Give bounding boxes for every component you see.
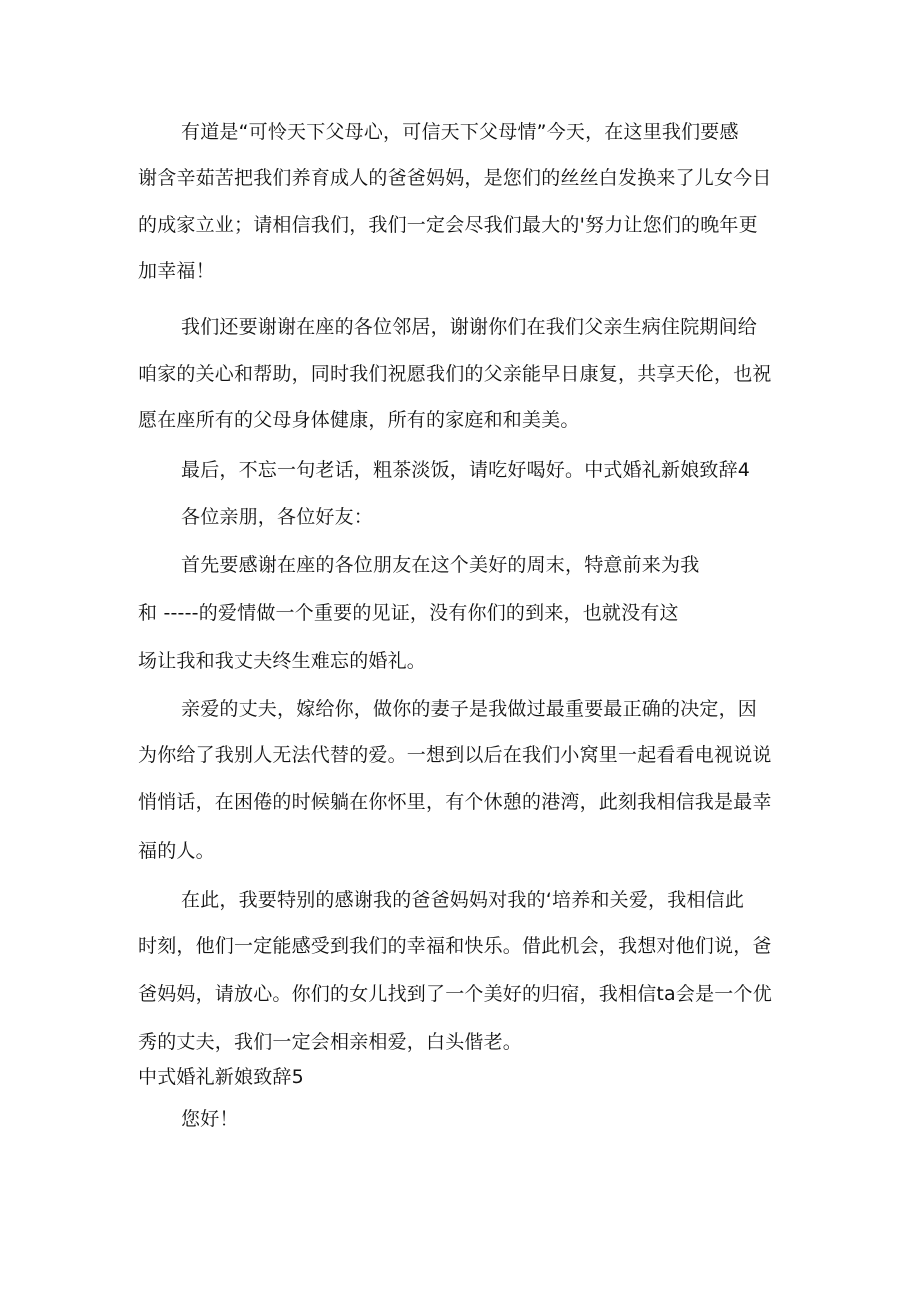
paragraph-1-line-1: 有道是“可怜天下父母心，可信天下父母情”今天，在这里我们要感 (181, 121, 739, 143)
paragraph-2-line-2: 咱家的关心和帮助，同时我们祝愿我们的父亲能早日康复，共享天伦，也祝 (138, 363, 772, 385)
paragraph-3-line-1: 最后，不忘一句老话，粗茶淡饭，请吃好喝好。中式婚礼新娘致辞4 (181, 459, 751, 481)
paragraph-1-line-3: 的成家立业；请相信我们，我们一定会尽我们最大的'努力让您们的晚年更 (138, 214, 758, 236)
paragraph-5-line-4: 福的人。 (138, 840, 215, 862)
paragraph-4-line-1: 首先要感谢在座的各位朋友在这个美好的周末，特意前来为我 (181, 554, 700, 576)
paragraph-4-line-2: 和 -----的爱情做一个重要的见证，没有你们的到来，也就没有这 (138, 602, 679, 624)
section-title: 中式婚礼新娘致辞5 (138, 1066, 304, 1088)
closing-greeting: 您好！ (181, 1108, 239, 1130)
paragraph-5-line-1: 亲爱的丈夫，嫁给你，做你的妻子是我做过最重要最正确的决定，因 (181, 698, 758, 720)
paragraph-6-line-4: 秀的丈夫，我们一定会相亲相爱，白头偕老。 (138, 1031, 523, 1053)
paragraph-2-line-3: 愿在座所有的父母身体健康，所有的家庭和和美美。 (138, 409, 580, 431)
paragraph-2-line-1: 我们还要谢谢在座的各位邻居，谢谢你们在我们父亲生病住院期间给 (181, 316, 758, 338)
paragraph-1-line-2: 谢含辛茹苦把我们养育成人的爸爸妈妈，是您们的丝丝白发换来了儿女今日 (138, 167, 772, 189)
greeting-line: 各位亲朋，各位好友： (181, 506, 374, 528)
paragraph-1-line-4: 加幸福！ (138, 260, 215, 282)
paragraph-6-line-2: 时刻，他们一定能感受到我们的幸福和快乐。借此机会，我想对他们说，爸 (138, 935, 772, 957)
paragraph-4-line-3: 场让我和我丈夫终生难忘的婚礼。 (138, 650, 427, 672)
paragraph-6-line-1: 在此，我要特别的感谢我的爸爸妈妈对我的‘培养和关爱，我相信此 (181, 889, 745, 911)
paragraph-5-line-3: 悄悄话，在困倦的时候躺在你怀里，有个休憩的港湾，此刻我相信我是最幸 (138, 791, 772, 813)
paragraph-5-line-2: 为你给了我别人无法代替的爱。一想到以后在我们小窝里一起看看电视说说 (138, 744, 772, 766)
paragraph-6-line-3: 爸妈妈，请放心。你们的女儿找到了一个美好的归宿，我相信ta会是一个优 (138, 983, 772, 1005)
